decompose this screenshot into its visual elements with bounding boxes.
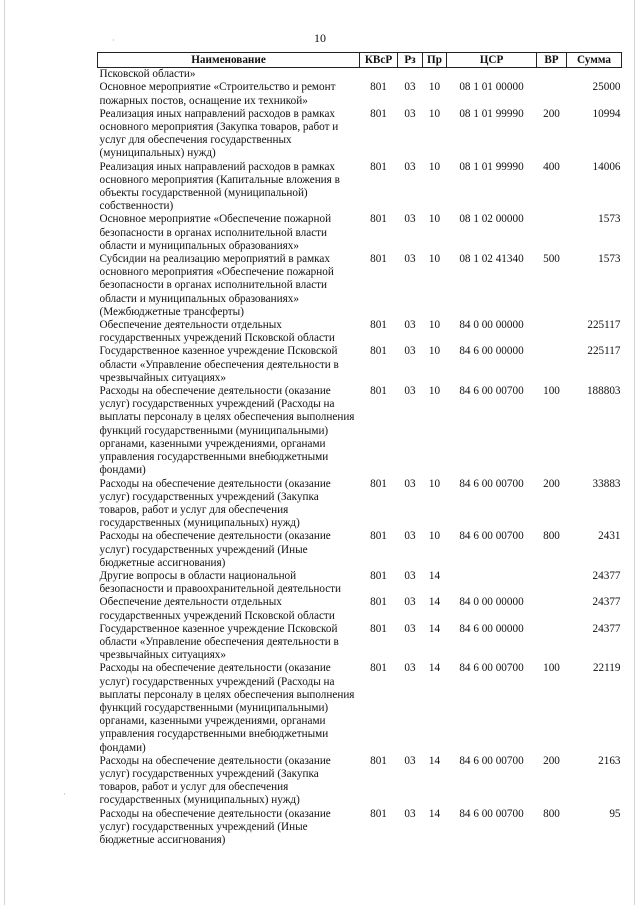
row-name-cell: Псковской области» [99,68,196,81]
row-vr-cell: 400 [543,160,560,173]
row-pr-cell: 14 [428,569,441,582]
row-name-cell: Государственное казенное учреждение Псковской области «Управление обеспечения деятельности в чрезвычайных ситуациях» [99,622,339,662]
row-rz-cell: 03 [404,385,416,398]
table-row [98,68,622,82]
column-header-name: Наименование [98,53,360,68]
row-kvsr-cell: 801 [370,213,387,226]
row-vr-cell [537,596,567,622]
row-name-cell: Другие вопросы в области национальной безопасности и правоохранительной деятельности [99,569,342,596]
row-rz-cell: 03 [404,253,416,266]
row-pr-cell: 10 [428,477,441,490]
table-row [98,385,622,477]
row-pr-cell: 10 [428,385,441,398]
row-vr-cell: 200 [543,477,560,490]
row-name-cell: Обеспечение деятельности отдельных государственных учреждений Псковской области [99,596,335,622]
row-sum-cell: 10994 [592,107,621,120]
scan-edge-right [634,0,635,905]
row-pr-cell: 14 [428,596,441,609]
row-rz-cell: 03 [404,662,416,675]
row-name-cell: Расходы на обеспечение деятельности (оказание услуг) государственных учреждений (Закупка товаров, работ и услуг для обеспечения государственных (муниципальных) нужд) [99,477,331,530]
row-name-cell: Реализация иных направлений расходов в рамках основного мероприятия (Капитальные вложения в объекты государственной (муниципальной) собственности) [99,160,340,213]
row-csr-cell: 08 1 02 00000 [459,213,524,226]
row-csr-cell: 08 1 01 99990 [459,107,524,120]
row-sum-cell [567,68,622,82]
row-csr-cell: 84 6 00 00700 [459,662,524,675]
column-header-vr: ВР [537,53,567,68]
table-row [98,530,622,570]
row-sum-cell: 25000 [592,81,621,94]
row-csr-cell: 08 1 01 00000 [459,81,524,94]
row-csr-cell: 84 6 00 00700 [459,477,524,490]
row-name-cell: Основное мероприятие «Строительство и ремонт пожарных постов, оснащение их техникой» [99,81,336,107]
row-csr-cell: 84 6 00 00700 [459,530,524,543]
page-number: 10 [314,31,326,45]
table-row [98,161,622,214]
row-rz-cell: 03 [404,622,416,635]
row-pr-cell: 10 [428,345,441,358]
row-kvsr-cell: 801 [370,662,387,675]
row-rz-cell: 03 [404,160,416,173]
row-vr-cell [537,345,567,385]
row-name-cell: Субсидии на реализацию мероприятий в рамках основного мероприятия «Обеспечение пожарной безопасности в органах исполнительной власти области и муниципальных образованиях» (Межбюджетные трансферты) [99,253,334,318]
table-row [98,570,622,596]
row-vr-cell [537,213,567,253]
column-header-csr: ЦСР [447,53,537,68]
table-row [98,755,622,808]
row-name-cell: Расходы на обеспечение деятельности (оказание услуг) государственных учреждений (Расходы на выплаты персоналу в целях обеспечения выполнения функций государственными (муниципальными) органами, казенными учреждениями, органами управления государственными внебюджетными фондами) [99,662,355,754]
row-kvsr-cell: 801 [370,319,387,332]
row-vr-cell [537,623,567,663]
row-kvsr-cell [360,68,398,82]
row-csr-cell: 84 0 00 00000 [459,596,524,609]
row-csr-cell: 08 1 01 99990 [459,160,524,173]
table-row [98,478,622,531]
row-rz-cell: 03 [404,213,416,226]
row-sum-cell: 188803 [586,385,621,398]
row-pr-cell: 10 [428,253,441,266]
table-row [98,623,622,663]
column-header-kvsr: КВсР [360,53,398,68]
row-sum-cell: 225117 [587,319,621,332]
row-name-cell: Основное мероприятие «Обеспечение пожарной безопасности в органах исполнительной власти области и муниципальных образованиях» [99,213,332,252]
table-row [98,662,622,754]
row-pr-cell: 10 [428,319,441,332]
row-pr-cell: 10 [428,81,441,94]
row-sum-cell: 14006 [592,160,621,173]
table-row [98,596,622,622]
row-pr-cell: 14 [428,807,441,820]
row-sum-cell: 2163 [598,754,621,767]
row-vr-cell [537,570,567,596]
row-name-cell: Обеспечение деятельности отдельных государственных учреждений Псковской области [99,319,335,345]
row-csr-cell: 08 1 02 41340 [459,253,524,266]
row-name-cell: Расходы на обеспечение деятельности (оказание услуг) государственных учреждений (Закупка товаров, работ и услуг для обеспечения государственных (муниципальных) нужд) [99,754,331,807]
row-name-cell: Реализация иных направлений расходов в рамках основного мероприятия (Закупка товаров, работ и услуг для обеспечения государственных (муниципальных) нужд) [99,107,339,160]
row-sum-cell: 22119 [592,662,621,675]
column-header-rz: Рз [398,53,423,68]
row-rz-cell: 03 [404,596,416,609]
budget-table [97,52,622,847]
row-rz-cell: 03 [404,345,416,358]
row-pr-cell: 10 [428,213,441,226]
row-name-cell: Государственное казенное учреждение Псковской области «Управление обеспечения деятельности в чрезвычайных ситуациях» [99,345,339,384]
row-rz-cell: 03 [404,807,416,820]
row-sum-cell: 2431 [598,530,621,543]
row-rz-cell: 03 [404,754,416,767]
row-kvsr-cell: 801 [370,596,387,609]
row-rz-cell: 03 [404,107,416,120]
row-kvsr-cell: 801 [370,807,387,820]
row-kvsr-cell: 801 [370,477,387,490]
row-rz-cell: 03 [404,530,416,543]
row-pr-cell [423,68,447,82]
row-csr-cell: 84 6 00 00700 [459,807,524,820]
table-row [98,808,622,848]
row-pr-cell: 10 [428,107,441,120]
row-csr-cell: 84 6 00 00700 [459,754,524,767]
row-vr-cell: 200 [543,754,560,767]
row-kvsr-cell: 801 [370,530,387,543]
scan-speck: · [112,36,115,45]
table-header-row [98,53,622,68]
row-pr-cell: 14 [428,662,441,675]
row-sum-cell: 1573 [598,253,621,266]
row-pr-cell: 14 [428,754,441,767]
row-kvsr-cell: 801 [370,345,387,358]
table-row [98,253,622,319]
table-row [98,81,622,107]
row-rz-cell: 03 [404,569,416,582]
table-row [98,319,622,345]
row-pr-cell: 10 [428,160,441,173]
row-rz-cell: 03 [404,319,416,332]
row-pr-cell: 10 [428,530,441,543]
row-kvsr-cell: 801 [370,569,387,582]
row-csr-cell: 84 0 00 00000 [459,319,524,332]
row-kvsr-cell: 801 [370,81,387,94]
row-sum-cell: 24377 [592,622,621,635]
row-kvsr-cell: 801 [370,253,387,266]
table-row [98,213,622,253]
row-name-cell: Расходы на обеспечение деятельности (оказание услуг) государственных учреждений (Иные бюджетные ассигнования) [99,807,331,846]
scan-edge-left [4,0,5,905]
row-csr-cell [447,68,537,82]
row-name-cell: Расходы на обеспечение деятельности (оказание услуг) государственных учреждений (Расходы на выплаты персоналу в целях обеспечения выполнения функций государственными (муниципальными) органами, казенными учреждениями, органами управления государственными внебюджетными фондами) [99,385,355,477]
row-vr-cell: 800 [543,530,560,543]
row-vr-cell [537,81,567,107]
scan-speck: · [63,790,66,799]
row-csr-cell: 84 6 00 00000 [459,345,524,358]
row-kvsr-cell: 801 [370,754,387,767]
column-header-sum: Сумма [567,53,622,68]
table-row [98,108,622,161]
row-sum-cell: 33883 [592,477,621,490]
row-csr-cell: 84 6 00 00700 [459,385,524,398]
row-pr-cell: 14 [428,622,441,635]
row-vr-cell: 800 [543,807,560,820]
row-sum-cell: 95 [609,807,621,820]
row-vr-cell: 200 [543,107,560,120]
row-rz-cell: 03 [404,477,416,490]
row-csr-cell [447,570,537,596]
row-rz-cell: 03 [404,81,416,94]
row-name-cell: Расходы на обеспечение деятельности (оказание услуг) государственных учреждений (Иные бюджетные ассигнования) [99,530,331,569]
row-sum-cell: 225117 [587,345,621,358]
row-vr-cell [537,319,567,345]
table-row [98,345,622,385]
row-csr-cell: 84 6 00 00000 [459,622,524,635]
row-kvsr-cell: 801 [370,107,387,120]
row-kvsr-cell: 801 [370,622,387,635]
row-vr-cell [537,68,567,82]
row-kvsr-cell: 801 [370,385,387,398]
row-sum-cell: 24377 [592,596,621,609]
row-rz-cell [398,68,423,82]
row-vr-cell: 500 [543,253,560,266]
row-vr-cell: 100 [543,662,560,675]
column-header-pr: Пр [423,53,447,68]
row-sum-cell: 24377 [592,569,621,582]
row-vr-cell: 100 [543,385,560,398]
table-body [98,68,622,847]
row-sum-cell: 1573 [598,213,621,226]
row-kvsr-cell: 801 [370,160,387,173]
